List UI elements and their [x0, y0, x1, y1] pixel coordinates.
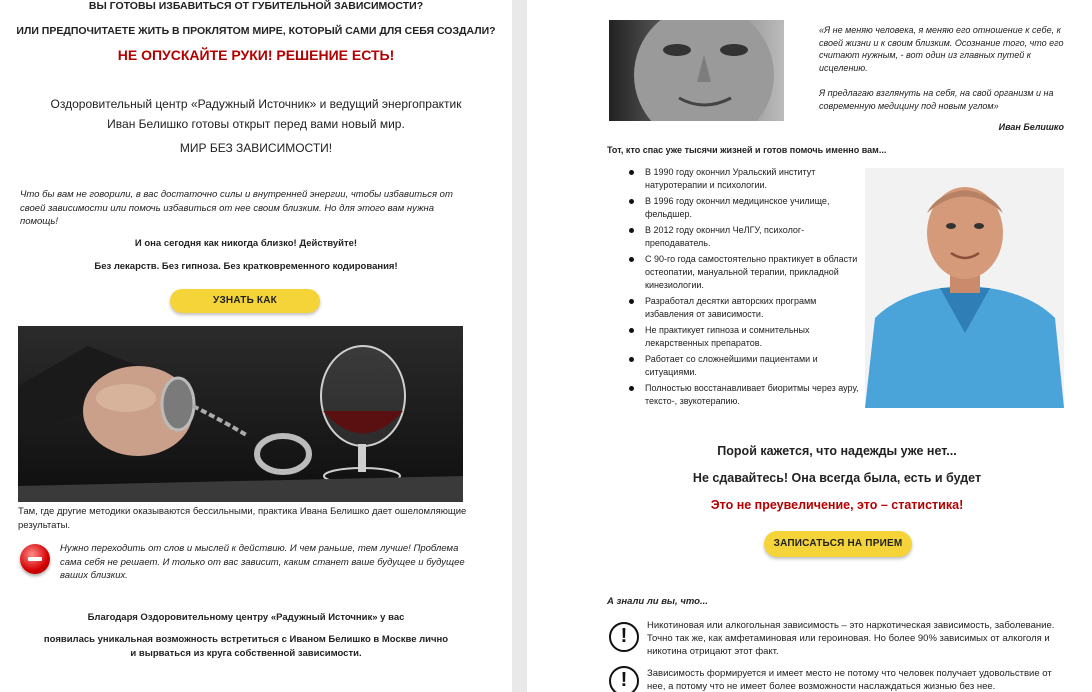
- exclamation-icon: !: [609, 622, 639, 652]
- credential-item: В 1996 году окончил медицинское училище, фельдшер.: [645, 195, 865, 221]
- footer-line-2: появилась уникальная возможность встретиться с Иваном Белишко в Москве лично и вырваться из круга собственной зависимости.: [43, 634, 449, 659]
- subhead-statistics: Это не преувеличение, это – статистика!: [710, 498, 964, 512]
- addiction-photo: [18, 326, 463, 502]
- author-doctor-photo: [865, 168, 1064, 408]
- alert-icon: [20, 544, 50, 574]
- photo-caption: Там, где другие методики оказываются бессильными, практика Ивана Белишко дает ошеломляющие результаты.: [18, 506, 467, 531]
- fact-dependency-forms: Зависимость формируется и имеет место не потому что человек получает удовольствие от нее, а потому что не имеет более возможности наслаждаться жизнью без нее.: [647, 668, 1052, 692]
- headline-alternative: ИЛИ ПРЕДПОЧИТАЕТЕ ЖИТЬ В ПРОКЛЯТОМ МИРЕ, КОТОРЫЙ САМИ ДЛЯ СЕБЯ СОЗДАЛИ?: [16, 25, 496, 37]
- subhead-hope: Порой кажется, что надежды уже нет...: [717, 444, 957, 458]
- headline-call: НЕ ОПУСКАЙТЕ РУКИ! РЕШЕНИЕ ЕСТЬ!: [117, 47, 395, 63]
- no-drugs-text: Без лекарств. Без гипноза. Без кратковременного кодирования!: [94, 261, 398, 272]
- author-closeup-photo: [609, 20, 784, 121]
- act-now-text: И она сегодня как никогда близко! Действуйте!: [134, 238, 358, 249]
- subhead-dont-give-up: Не сдавайтесь! Она всегда была, есть и будет: [692, 471, 982, 485]
- right-page: [527, 0, 1092, 692]
- credential-item: В 1990 году окончил Уральский институт натуротерапии и психологии.: [645, 166, 865, 192]
- lead-text: Тот, кто спас уже тысячи жизней и готов помочь именно вам...: [607, 145, 887, 155]
- headline-question: ВЫ ГОТОВЫ ИЗБАВИТЬСЯ ОТ ГУБИТЕЛЬНОЙ ЗАВИСИМОСТИ?: [88, 0, 424, 12]
- left-page: [0, 0, 512, 692]
- credential-item: Полностью восстанавливает биоритмы через ауру, тексто-, звукотерапию.: [645, 382, 865, 408]
- learn-how-button[interactable]: УЗНАТЬ КАК: [170, 289, 320, 313]
- face-closeup-illustration: [609, 20, 784, 121]
- fact-nicotine-alcohol: Никотиновая или алкогольная зависимость – это наркотическая зависимость, заболевание. Точно так же, как амфетаминовая или героиновая. Но более 90% зависимых от алкоголя и никотина отрицают этот факт.: [647, 620, 1055, 657]
- exclamation-icon: !: [609, 666, 639, 692]
- intro-line-3: МИР БЕЗ ЗАВИСИМОСТИ!: [179, 141, 333, 155]
- credential-item: Не практикует гипноза и сомнительных лекарственных препаратов.: [645, 324, 865, 350]
- author-quote-2: Я предлагаю взглянуть на себя, на свой организм и на современную медицину под новым углом»: [819, 88, 1054, 111]
- author-quote-1: «Я не меняю человека, я меняю его отношение к себе, к своей жизни и к своим близким. Осознание того, что его считают нужным, - вот один из главных путей к исцелению.: [819, 25, 1064, 73]
- fist-handcuff-glass-illustration: [18, 326, 463, 502]
- motivation-paragraph: Что бы вам не говорили, в вас достаточно силы и внутренней энергии, чтобы избавиться от своей зависимости или помочь избавиться от нее своим близким. Но для этого вам нужна помощь!: [20, 189, 453, 227]
- credential-item: С 90-го года самостоятельно практикует в области остеопатии, мануальной терапии, прикладной кинезиологии.: [645, 253, 865, 292]
- credential-item: Работает со сложнейшими пациентами и ситуациями.: [645, 353, 865, 379]
- footer-line-1: Благодаря Оздоровительному центру «Радужный Источник» у вас: [87, 612, 405, 623]
- doctor-in-scrubs-illustration: [865, 168, 1064, 408]
- did-you-know-heading: А знали ли вы, что...: [607, 596, 708, 607]
- book-appointment-button[interactable]: ЗАПИСАТЬСЯ НА ПРИЕМ: [764, 531, 912, 557]
- quote-author: Иван Белишко: [998, 122, 1064, 132]
- credentials-list: [645, 166, 865, 411]
- intro-line-2: Иван Белишко готовы открыт перед вами новый мир.: [107, 117, 405, 131]
- credential-item: Разработал десятки авторских программ избавления от зависимости.: [645, 295, 865, 321]
- credential-item: В 2012 году окончил ЧеЛГУ, психолог-преподаватель.: [645, 224, 865, 250]
- alert-text: Нужно переходить от слов и мыслей к действию. И чем раньше, тем лучше! Проблема сама себя не решает. И только от вас зависит, каким станет ваше будущее и будущее ваших близких.: [60, 543, 465, 581]
- intro-line-1: Оздоровительный центр «Радужный Источник» и ведущий энергопрактик: [50, 97, 462, 111]
